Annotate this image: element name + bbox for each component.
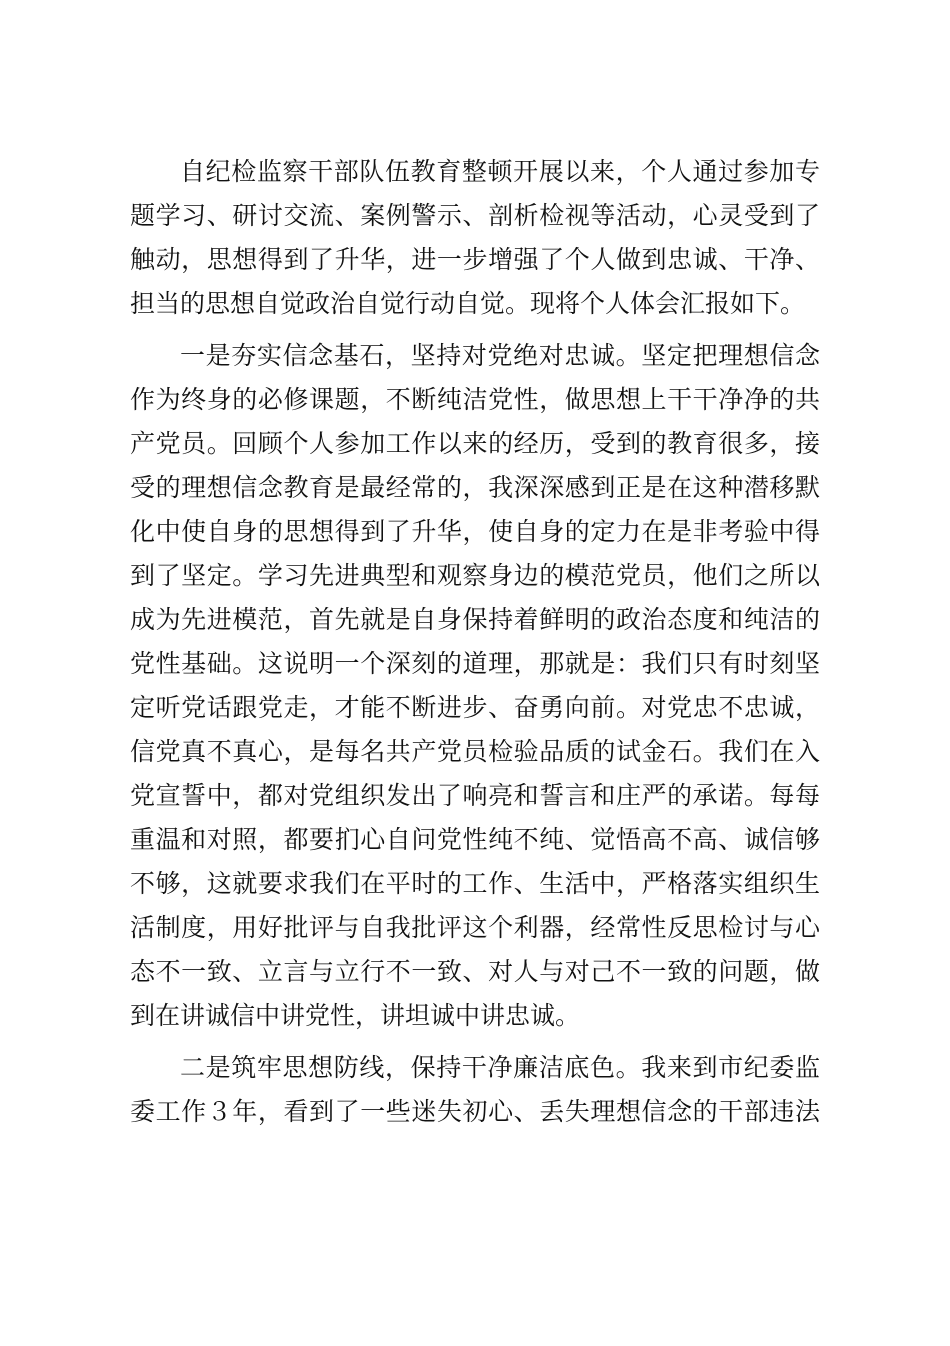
text-line: 活制度，用好批评与自我批评这个利器，经常性反思检讨与心 — [130, 913, 820, 942]
text-line: 自纪检监察干部队伍教育整顿开展以来，个人通过参加专 — [180, 157, 820, 186]
paragraph-two — [130, 1046, 820, 1134]
text-line: 到了坚定。学习先进典型和观察身边的模范党员，他们之所以 — [130, 561, 820, 590]
text-line: 题学习、研讨交流、案例警示、剖析检视等活动，心灵受到了 — [130, 201, 820, 230]
text-line: 作为终身的必修课题，不断纯洁党性，做思想上干干净净的共 — [130, 385, 820, 414]
text-line: 重温和对照，都要扪心自问党性纯不纯、觉悟高不高、诚信够 — [130, 825, 820, 854]
text-line: 党宣誓中，都对党组织发出了响亮和誓言和庄严的承诺。每每 — [130, 781, 820, 810]
text-line: 二是筑牢思想防线，保持干净廉洁底色。我来到市纪委监 — [180, 1053, 820, 1082]
text-line: 信党真不真心，是每名共产党员检验品质的试金石。我们在入 — [130, 737, 820, 766]
text-line: 委工作３年，看到了一些迷失初心、丢失理想信念的干部违法 — [130, 1097, 820, 1126]
text-line: 产党员。回顾个人参加工作以来的经历，受到的教育很多，接 — [130, 429, 820, 458]
text-line: 不够，这就要求我们在平时的工作、生活中，严格落实组织生 — [130, 869, 820, 898]
text-line: 党性基础。这说明一个深刻的道理，那就是：我们只有时刻坚 — [130, 649, 820, 678]
paragraph-intro — [130, 150, 820, 326]
text-line: 化中使自身的思想得到了升华，使自身的定力在是非考验中得 — [130, 517, 820, 546]
paragraph-one — [130, 334, 820, 1038]
text-line: 一是夯实信念基石，坚持对党绝对忠诚。坚定把理想信念 — [180, 341, 820, 370]
paragraph-gap — [130, 1038, 820, 1046]
text-line: 态不一致、立言与立行不一致、对人与对己不一致的问题，做 — [130, 957, 820, 986]
text-line: 受的理想信念教育是最经常的，我深深感到正是在这种潜移默 — [130, 473, 820, 502]
document-body — [130, 150, 820, 1134]
text-line: 触动，思想得到了升华，进一步增强了个人做到忠诚、干净、 — [130, 245, 820, 274]
text-line: 定听党话跟党走，才能不断进步、奋勇向前。对党忠不忠诚， — [130, 693, 820, 722]
text-line: 担当的思想自觉政治自觉行动自觉。现将个人体会汇报如下。 — [130, 289, 806, 318]
text-line: 到在讲诚信中讲党性，讲坦诚中讲忠诚。 — [130, 1001, 581, 1030]
paragraph-gap — [130, 326, 820, 334]
text-line: 成为先进模范，首先就是自身保持着鲜明的政治态度和纯洁的 — [130, 605, 820, 634]
